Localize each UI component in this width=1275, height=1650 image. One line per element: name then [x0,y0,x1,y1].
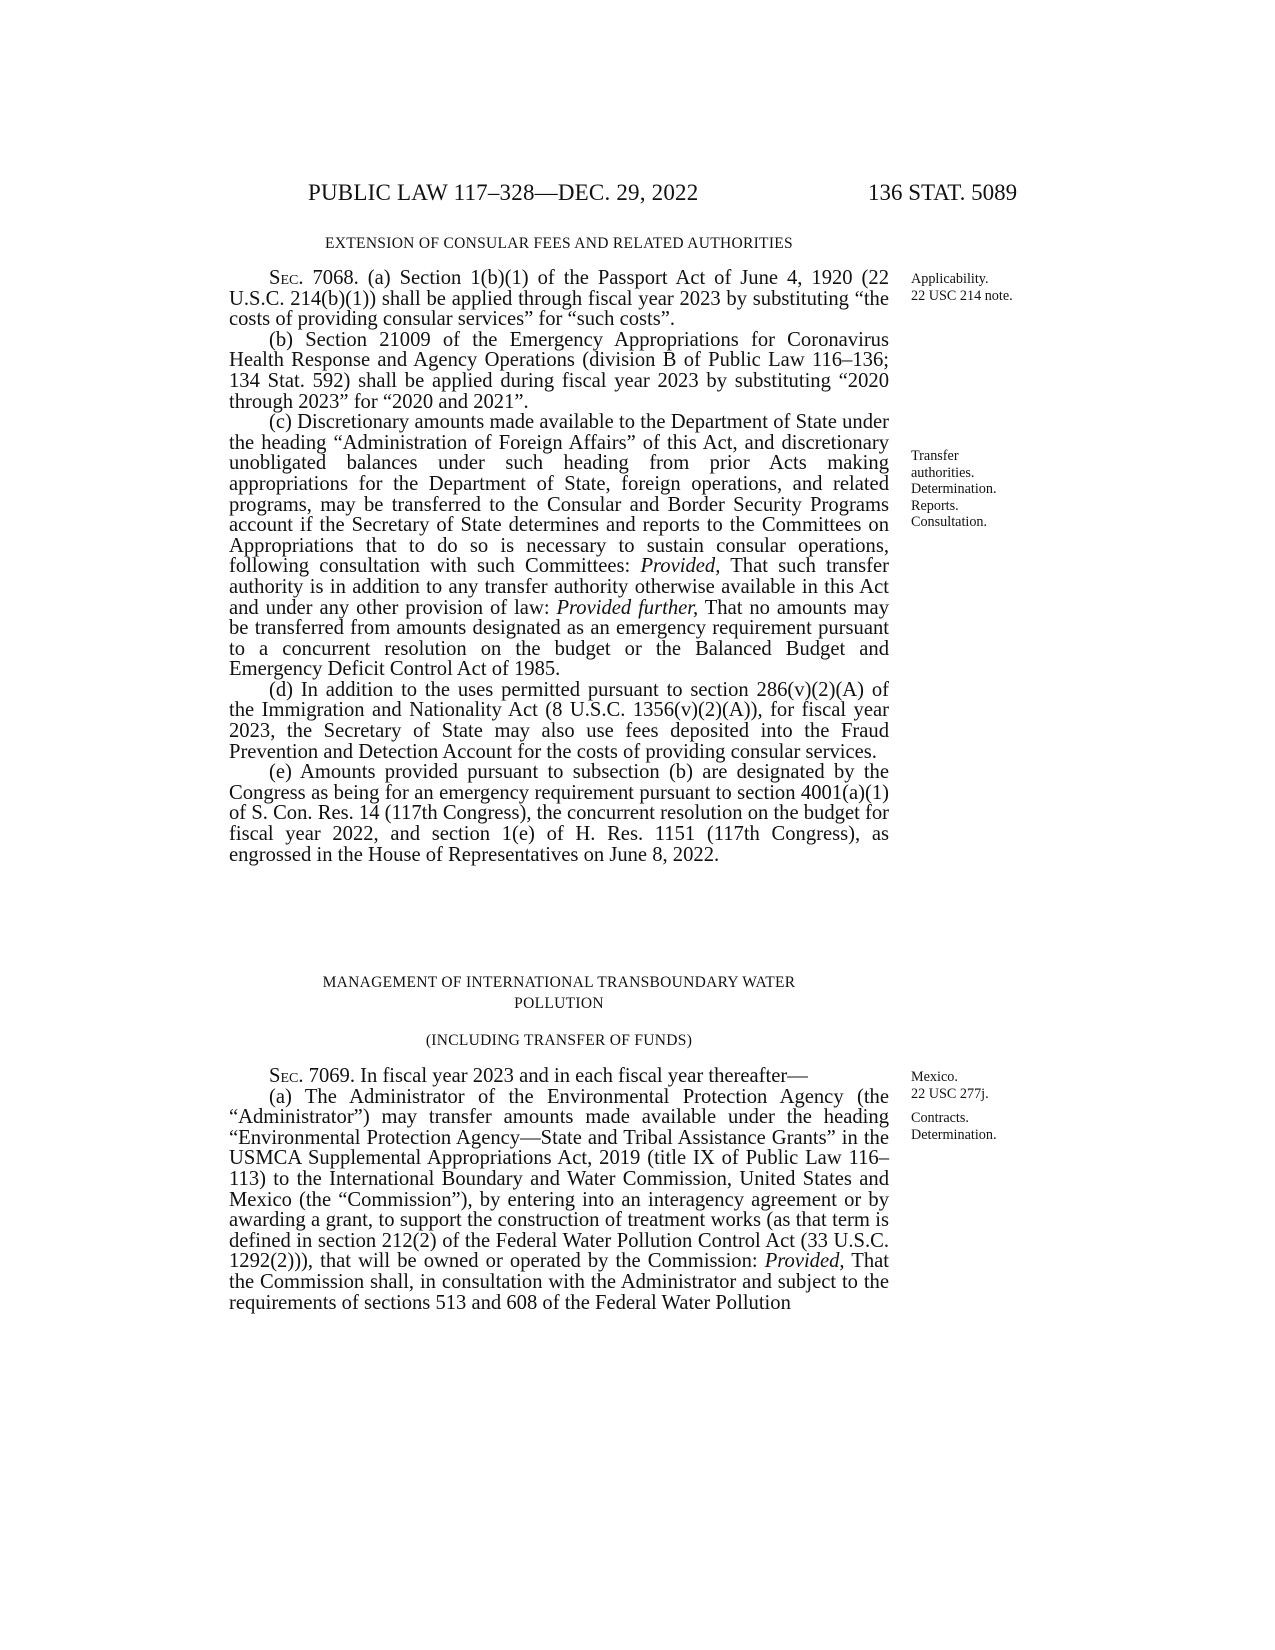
section-subheading-7069: (INCLUDING TRANSFER OF FUNDS) [425,1032,693,1049]
margin-note-applicability: Applicability. 22 USC 214 note. [911,271,1013,304]
section-heading-7069: MANAGEMENT OF INTERNATIONAL TRANSBOUNDARY WATER POLLUTION [322,974,796,1012]
sec-label: Sec. [269,1065,304,1087]
section-7069-body [229,1066,889,1313]
margin-note-contracts: Contracts. Determination. [911,1110,997,1143]
running-header-title: PUBLIC LAW 117–328—DEC. 29, 2022 [308,180,699,205]
paragraph-7068-d: (d) In addition to the uses permitted pursuant to section 286(v)(2)(A) of the Immigration and Nationality Act (8 U.S.C. 1356(v)(2)(A)), for fiscal year 2023, the Secretary of State may also use fees deposited into the Fraud Prevention and Detection Account for the costs of providing consular services. [229,678,889,763]
paragraph-7068-a: Sec. 7068. (a) Section 1(b)(1) of the Passport Act of June 4, 1920 (22 U.S.C. 214(b)(1)) shall be applied through fiscal year 2023 by substituting “the costs of providing consular services” for “such costs”. [229,267,889,331]
section-heading-7068: EXTENSION OF CONSULAR FEES AND RELATED AUTHORITIES [325,235,793,252]
paragraph-7069-intro: Sec. 7069. In fiscal year 2023 and in each fiscal year thereafter— [269,1065,808,1087]
margin-note-mexico: Mexico. 22 USC 277j. [911,1069,989,1102]
paragraph-7068-b: (b) Section 21009 of the Emergency Appropriations for Coronavirus Health Response and Agency Operations (division B of Public Law 116–136; 134 Stat. 592) shall be applied during fiscal year 2023 by substituting “2020 through 2023” for “2020 and 2021”. [229,328,889,413]
paragraph-7069-a: (a) The Administrator of the Environmental Protection Agency (the “Administrator”) may transfer amounts made available under the heading “Environmental Protection Agency—State and Tribal Assistance Grants” in the USMCA Supplemental Appropriations Act, 2019 (title IX of Public Law 116–113) to the International Boundary and Water Commission, United States and Mexico (the “Commission”), by entering into an interagency agreement or by awarding a grant, to support the construction of treatment works (as that term is defined in section 212(2) of the Federal Water Pollution Control Act (33 U.S.C. 1292(2))), that will be owned or operated by the Commission: Provided, That the Commission shall, in consultation with the Administrator and subject to the requirements of sections 513 and 608 of the Federal Water Pollution [229,1085,889,1314]
paragraph-7068-e: (e) Amounts provided pursuant to subsection (b) are designated by the Congress as being for an emergency requirement pursuant to section 4001(a)(1) of S. Con. Res. 14 (117th Congress), the concurrent resolution on the budget for fiscal year 2022, and section 1(e) of H. Res. 1151 (117th Congress), as engrossed in the House of Representatives on June 8, 2022. [229,761,889,866]
margin-note-transfer: Transfer authorities. Determination. Reports. Consultation. [911,448,997,530]
paragraph-7068-c: (c) Discretionary amounts made available to the Department of State under the heading “Administration of Foreign Affairs” of this Act, and discretionary unobligated balances under such heading from prior Acts making appropriations for the Department of State, foreign operations, and related programs, may be transferred to the Consular and Border Security Programs account if the Secretary of State determines and reports to the Committees on Appropriations that to do so is necessary to sustain consular operations, following consultation with such Committees: Provided, That such transfer authority is in addition to any transfer authority otherwise available in this Act and under any other provision of law: Provided further, That no amounts may be transferred from amounts designated as an emergency requirement pursuant to a concurrent resolution on the budget or the Balanced Budget and Emergency Deficit Control Act of 1985. [229,411,890,681]
sec-label: Sec. [269,267,304,289]
running-header-page: 136 STAT. 5089 [868,180,1018,205]
section-7068-body [229,268,889,865]
